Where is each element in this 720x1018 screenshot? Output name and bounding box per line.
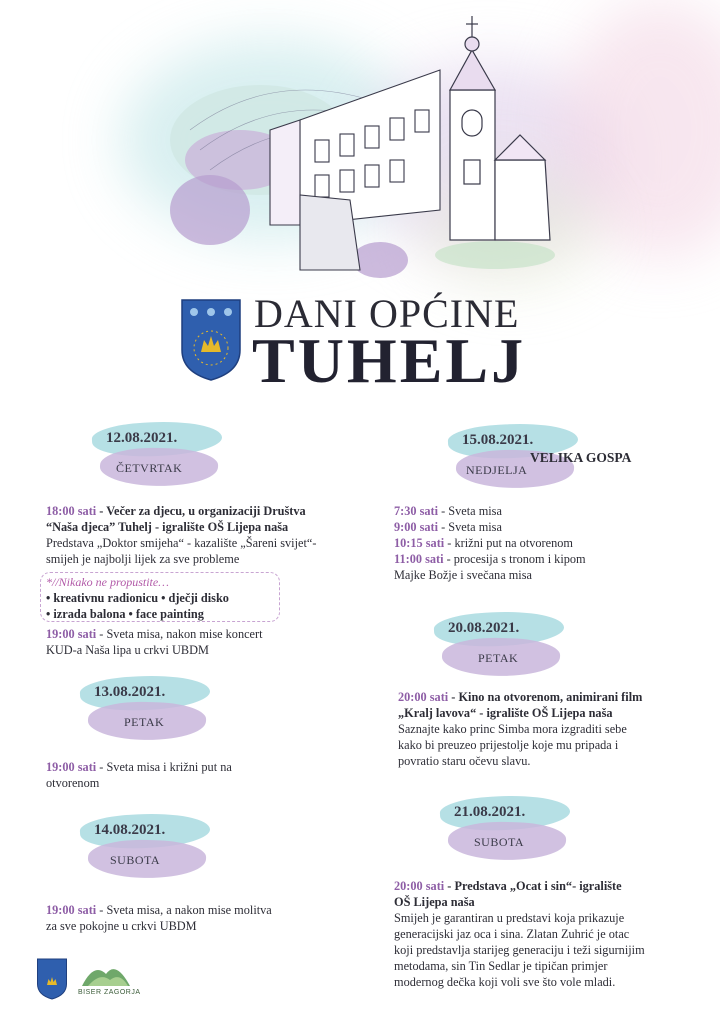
event-title: - Večer za djecu, u organizaciji Društva [96, 504, 306, 518]
event-block-12-08 [46, 503, 366, 567]
event-time: 19:00 sati [46, 903, 97, 917]
event-time: 7:30 sati [394, 504, 439, 518]
event-description: smijeh je najbolji lijek za sve probleme [46, 552, 240, 566]
event-text-line2: Majke Božje i svečana misa [394, 568, 532, 582]
event-time: 19:00 sati [46, 760, 97, 774]
footer-logos [36, 958, 146, 1004]
event-date: 14.08.2021. [94, 822, 166, 838]
event-block-13-08 [46, 759, 346, 791]
event-text-line2: za sve pokojne u crkvi UBDM [46, 919, 197, 933]
dont-miss-list [46, 574, 286, 622]
date-badge-21-08 [440, 796, 580, 866]
date-badge-12-08 [92, 422, 232, 492]
title-block [180, 290, 540, 410]
event-title-line2: OŠ Lijepa naša [394, 895, 475, 909]
event-time: 20:00 sati [394, 879, 445, 893]
event-title: - Predstava „Ocat i sin“- igralište [444, 879, 622, 893]
date-badge-13-08 [80, 676, 220, 746]
dont-miss-label: *//Nikako ne propustite… [46, 575, 169, 589]
event-title-line2: “Naša djeca” Tuhelj - igralište OŠ Lijepa naša [46, 520, 289, 534]
event-time: 9:00 sati [394, 520, 439, 534]
event-weekday: ČETVRTAK [116, 461, 183, 475]
event-text: - Sveta misa, a nakon mise molitva [96, 903, 272, 917]
event-description: metodama, sin Tin Sedlar je tipičan primjer [394, 959, 608, 973]
event-description: Predstava „Doktor smijeha“ - kazalište „Šareni svijet“- [46, 536, 317, 550]
biser-zagorja-label: BISER ZAGORJA [78, 989, 141, 996]
event-time: 11:00 sati [394, 552, 444, 566]
biser-zagorja-logo-icon [80, 958, 132, 988]
event-weekday: PETAK [478, 651, 519, 665]
event-date: 13.08.2021. [94, 684, 166, 700]
event-text: - križni put na otvorenom [444, 536, 573, 550]
event-date: 21.08.2021. [454, 804, 526, 820]
event-date: 15.08.2021. [462, 432, 534, 448]
event-subtitle-velika-gospa: VELIKA GOSPA [530, 450, 632, 465]
date-badge-14-08 [80, 814, 220, 884]
event-text-line2: KUD-a Naša lipa u crkvi UBDM [46, 643, 209, 657]
dont-miss-item: • izrada balona • face painting [46, 607, 204, 621]
dont-miss-item: • kreativnu radionicu • dječji disko [46, 591, 229, 605]
title-line-2: TUHELJ [252, 325, 527, 396]
event-date: 20.08.2021. [448, 620, 520, 636]
event-text: - procesija s tronom i kipom [443, 552, 586, 566]
event-description: povratio staru očevu slavu. [398, 754, 531, 768]
date-badge-20-08 [434, 612, 574, 682]
event-text: - Sveta misa [438, 520, 502, 534]
event-text-line2: otvorenom [46, 776, 100, 790]
event-text: - Sveta misa, nakon mise koncert [96, 627, 263, 641]
event-description: Saznajte kako princ Simba mora izgraditi sebe [398, 722, 627, 736]
event-description: modernog dečka koji voli sve što vole mladi. [394, 975, 616, 989]
event-weekday: SUBOTA [110, 853, 161, 867]
village-illustration [150, 10, 570, 280]
title-line-1: DANI OPĆINE [254, 291, 520, 336]
event-description: generacijski jaz oca i sina. Zlatan Zuhrić je otac [394, 927, 630, 941]
event-block-21-08 [394, 878, 704, 990]
event-text: - Sveta misa [438, 504, 502, 518]
event-block-15-08 [394, 503, 684, 583]
event-time: 18:00 sati [46, 504, 97, 518]
event-block-12-08-mass [46, 626, 366, 658]
event-weekday: SUBOTA [474, 835, 525, 849]
coat-of-arms-small-icon [36, 958, 68, 1000]
event-description: kako bi preuzeo prijestolje koje mu pripada i [398, 738, 619, 752]
event-weekday: NEDJELJA [466, 463, 528, 477]
event-description: koji predstavlja starijeg generaciju i teži sigurnijim [394, 943, 645, 957]
coat-of-arms-icon [180, 298, 242, 382]
event-text: - Sveta misa i križni put na [96, 760, 232, 774]
event-time: 20:00 sati [398, 690, 449, 704]
event-date: 12.08.2021. [106, 430, 178, 446]
event-block-14-08 [46, 902, 346, 934]
event-time: 10:15 sati [394, 536, 445, 550]
event-weekday: PETAK [124, 715, 165, 729]
event-block-20-08 [398, 689, 698, 769]
event-description: Smijeh je garantiran u predstavi koja prikazuje [394, 911, 625, 925]
event-title: - Kino na otvorenom, animirani film [448, 690, 643, 704]
event-title-line2: „Kralj lavova“ - igralište OŠ Lijepa naša [398, 706, 613, 720]
event-time: 19:00 sati [46, 627, 97, 641]
